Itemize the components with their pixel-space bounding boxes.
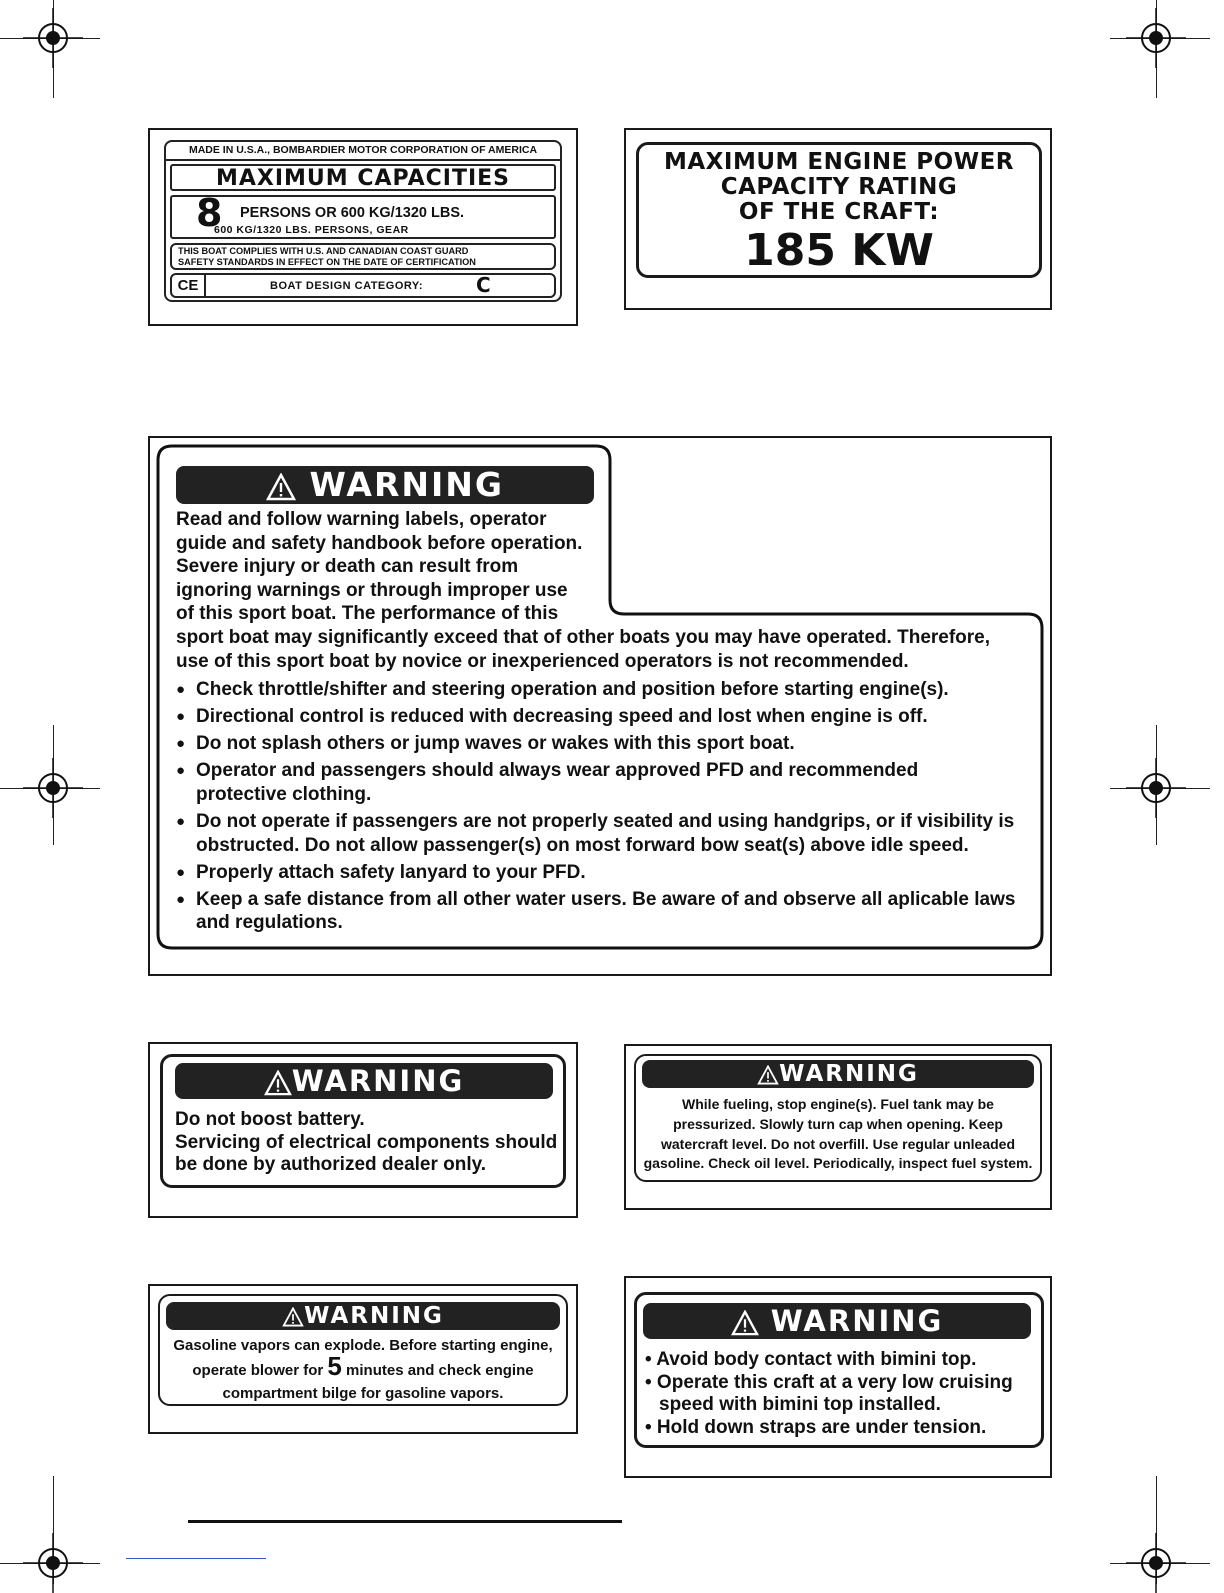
list-item: ● Properly attach safety lanyard to your PFD. bbox=[176, 861, 1026, 885]
vapor-warning-title: WARNING bbox=[304, 1303, 444, 1329]
engine-power-line-1: MAXIMUM ENGINE POWER bbox=[663, 149, 1014, 175]
main-warning-intro-line: sport boat may significantly exceed that of other boats you may have operated. Therefore, bbox=[176, 626, 991, 648]
footer-link-underline bbox=[126, 1558, 266, 1559]
engine-power-value: 185 KW bbox=[744, 225, 934, 276]
persons-text: PERSONS OR 600 KG/1320 LBS. bbox=[240, 205, 465, 221]
warning-triangle-icon bbox=[264, 1070, 292, 1096]
fuel-warning-body bbox=[636, 1095, 1040, 1174]
design-category-value: C bbox=[476, 273, 491, 297]
engine-power-label bbox=[624, 128, 1052, 310]
vapor-warning-line-1: Gasoline vapors can explode. Before starting engine, bbox=[173, 1337, 553, 1354]
engine-power-line-3: OF THE CRAFT: bbox=[738, 199, 940, 225]
fuel-warning-title: WARNING bbox=[779, 1061, 919, 1087]
registration-mark-icon bbox=[23, 758, 83, 818]
warning-triangle-icon bbox=[731, 1310, 759, 1336]
title-box bbox=[170, 164, 556, 191]
battery-warning-line-1: Do not boost battery. bbox=[175, 1109, 365, 1130]
battery-warning-line-3: be done by authorized dealer only. bbox=[175, 1154, 487, 1175]
bimini-warning-title-bar bbox=[643, 1303, 1031, 1339]
compliance-line-2: SAFETY STANDARDS IN EFFECT ON THE DATE OF CERTIFICATION bbox=[178, 257, 476, 267]
warning-triangle-icon bbox=[757, 1065, 779, 1085]
battery-warning-title: WARNING bbox=[291, 1064, 465, 1098]
design-category-label: BOAT DESIGN CATEGORY: bbox=[270, 280, 424, 292]
capacity-label-inner bbox=[164, 140, 562, 302]
fuel-warning-title-bar bbox=[642, 1060, 1034, 1088]
vapor-warning-title-bar bbox=[166, 1302, 560, 1330]
footer-rule bbox=[188, 1520, 622, 1523]
capacity-label bbox=[148, 128, 578, 326]
main-warning-body bbox=[176, 508, 990, 673]
bimini-warning-title: WARNING bbox=[770, 1304, 944, 1338]
fuel-warning-line: gasoline. Check oil level. Periodically, inspect fuel system. bbox=[643, 1155, 1033, 1172]
list-item: ● Do not operate if passengers are not properly seated and using handgrips, or if visibility is obstructed. Do not allow passenger(s) on most forward bow seat(s) above idle speed. bbox=[176, 810, 1026, 857]
battery-warning-line-2: Servicing of electrical components should bbox=[175, 1131, 558, 1153]
fuel-warning-line: pressurized. Slowly turn cap when opening. Keep bbox=[673, 1115, 1003, 1132]
main-warning-bullet-list bbox=[176, 678, 1026, 935]
vapor-warning-line-2-post: minutes and check engine bbox=[346, 1362, 534, 1379]
main-warning-title: WARNING bbox=[309, 465, 504, 504]
bimini-warning-bullet-3: • Hold down straps are under tension. bbox=[645, 1416, 987, 1438]
battery-warning-body bbox=[175, 1109, 557, 1177]
vapor-warning-label bbox=[148, 1284, 578, 1434]
bimini-warning-bullet-2-line-2: speed with bimini top installed. bbox=[659, 1394, 941, 1415]
registration-mark-icon bbox=[23, 1533, 83, 1593]
list-item: ● Operator and passengers should always wear approved PFD and recommended protective clothing. bbox=[176, 759, 936, 806]
main-warning-label bbox=[148, 436, 1052, 976]
capacity-title: MAXIMUM CAPACITIES bbox=[215, 166, 511, 191]
bimini-warning-bullet-1: • Avoid body contact with bimini top. bbox=[645, 1349, 977, 1370]
main-warning-intro-line: ignoring warnings or through improper use bbox=[176, 579, 568, 601]
bimini-warning-inner bbox=[634, 1292, 1044, 1448]
bimini-warning-bullet-2-line-1: • Operate this craft at a very low cruising bbox=[645, 1371, 1013, 1393]
list-item: ● Keep a safe distance from all other water users. Be aware of and observe all aplicable laws and regulations. bbox=[176, 888, 1016, 935]
vapor-warning-line-3: compartment bilge for gasoline vapors. bbox=[222, 1385, 504, 1402]
list-item: ● Check throttle/shifter and steering operation and position before starting engine(s). bbox=[176, 678, 1026, 702]
list-item: ● Directional control is reduced with decreasing speed and lost when engine is off. bbox=[176, 705, 1026, 729]
battery-warning-inner bbox=[160, 1054, 566, 1188]
blower-minutes: 5 bbox=[327, 1351, 342, 1381]
fuel-warning-line: While fueling, stop engine(s). Fuel tank may be bbox=[682, 1096, 994, 1112]
engine-power-inner bbox=[636, 142, 1042, 278]
vapor-warning-line-2 bbox=[160, 1351, 566, 1382]
bimini-warning-label bbox=[624, 1276, 1052, 1478]
main-warning-intro-line: of this sport boat. The performance of this bbox=[176, 603, 559, 625]
persons-number: 8 bbox=[196, 191, 223, 235]
vapor-warning-line-2-pre: operate blower for bbox=[192, 1362, 324, 1379]
ce-mark: CE bbox=[172, 275, 206, 296]
bimini-warning-body bbox=[645, 1349, 1013, 1439]
main-warning-intro-line: use of this sport boat by novice or inexperienced operators is not recommended. bbox=[176, 650, 909, 672]
divider bbox=[166, 159, 560, 161]
battery-warning-label bbox=[148, 1042, 578, 1218]
fuel-warning-line: watercraft level. Do not overfill. Use regular unleaded bbox=[661, 1135, 1015, 1152]
engine-power-line-2: CAPACITY RATING bbox=[720, 174, 958, 200]
main-warning-intro-line: Severe injury or death can result from bbox=[176, 556, 519, 578]
warning-triangle-icon bbox=[282, 1307, 304, 1327]
made-in-text: MADE IN U.S.A., BOMBARDIER MOTOR CORPORATION OF AMERICA bbox=[188, 144, 538, 156]
compliance-box bbox=[170, 243, 556, 270]
persons-box bbox=[170, 191, 556, 239]
main-warning-intro-line: Read and follow warning labels, operator bbox=[176, 509, 547, 530]
vapor-warning-body bbox=[160, 1334, 566, 1405]
registration-mark-icon bbox=[1126, 758, 1186, 818]
battery-warning-title-bar bbox=[175, 1063, 553, 1099]
warning-triangle-icon bbox=[266, 473, 296, 501]
vapor-warning-inner bbox=[158, 1294, 568, 1406]
fuel-warning-label bbox=[624, 1044, 1052, 1210]
main-warning-intro-line: guide and safety handbook before operation. bbox=[176, 532, 583, 554]
gear-text: 600 KG/1320 LBS. PERSONS, GEAR bbox=[214, 224, 409, 236]
list-item: ● Do not splash others or jump waves or wakes with this sport boat. bbox=[176, 732, 1026, 756]
main-warning-title-bar bbox=[176, 466, 594, 504]
design-category-box bbox=[170, 273, 556, 298]
registration-mark-icon bbox=[1126, 8, 1186, 68]
compliance-line-1: THIS BOAT COMPLIES WITH U.S. AND CANADIAN COAST GUARD bbox=[178, 246, 469, 256]
registration-mark-icon bbox=[1126, 1533, 1186, 1593]
registration-mark-icon bbox=[23, 8, 83, 68]
fuel-warning-inner bbox=[634, 1054, 1042, 1182]
